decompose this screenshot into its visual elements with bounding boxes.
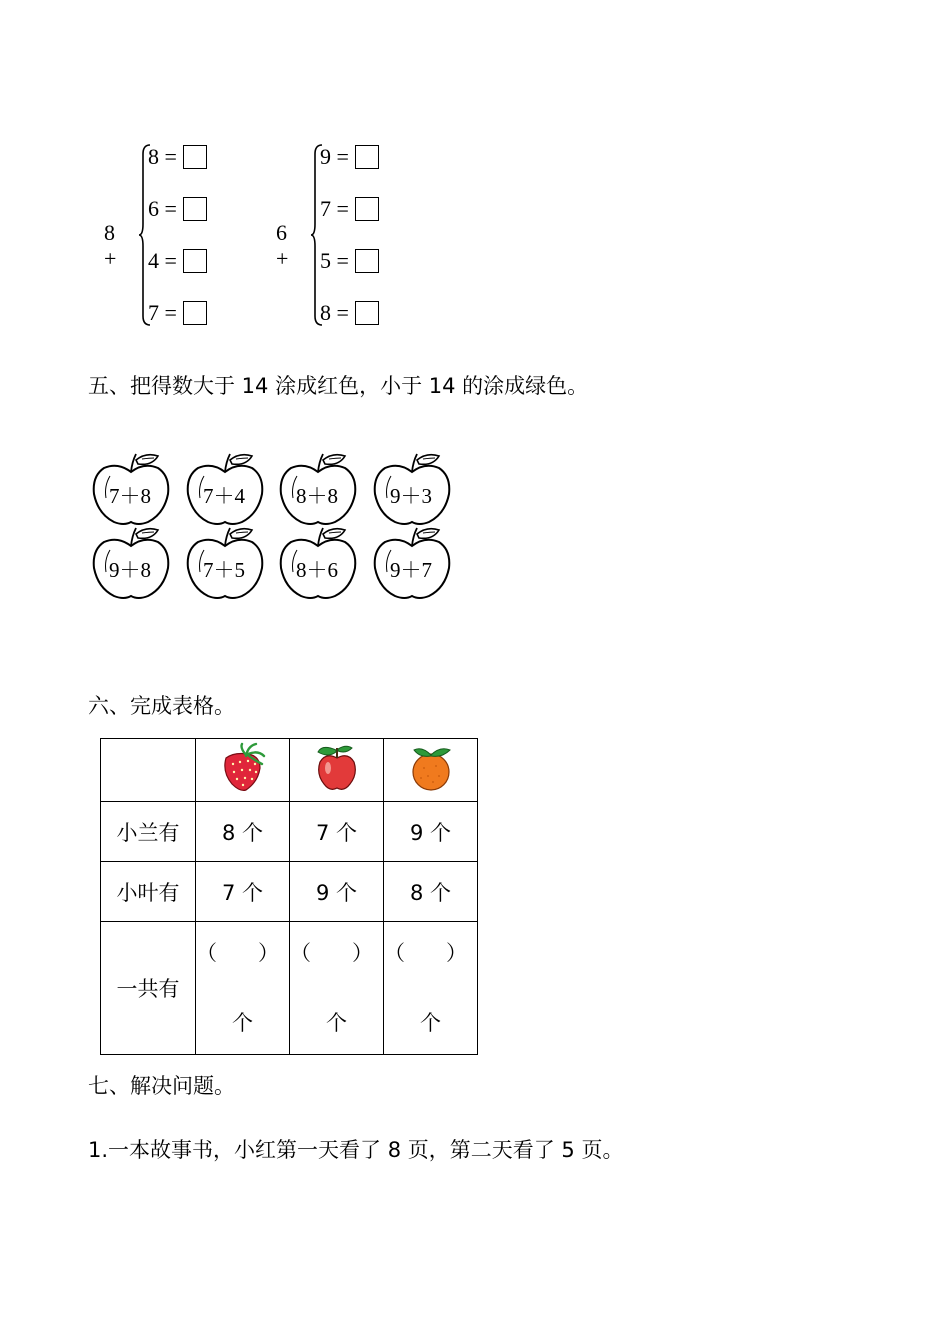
table-cell: 9 个	[384, 802, 478, 862]
group-lead: 8 +	[104, 220, 117, 271]
answer-box[interactable]	[355, 145, 379, 169]
apple-expression: 7＋5	[203, 558, 245, 582]
apple-item[interactable]	[277, 524, 359, 604]
section-6-title: 六、完成表格。	[88, 694, 235, 718]
apple-expression: 9＋3	[390, 484, 432, 508]
table-cell: 7 个	[290, 802, 384, 862]
answer-cell[interactable]: （ ） 个	[196, 922, 290, 1055]
equation-row: 8 =	[148, 144, 207, 170]
table-row	[101, 802, 478, 862]
equation-row: 4 =	[148, 248, 207, 274]
table-cell: 9 个	[290, 862, 384, 922]
equation-row: 6 =	[148, 196, 207, 222]
fruit-table	[100, 738, 478, 1055]
table-cell: 8 个	[196, 802, 290, 862]
apple-expression: 8＋6	[296, 558, 338, 582]
answer-box[interactable]	[355, 197, 379, 221]
orange-header-cell	[384, 739, 478, 802]
answer-cell[interactable]: （ ） 个	[384, 922, 478, 1055]
answer-box[interactable]	[183, 301, 207, 325]
table-row	[101, 862, 478, 922]
apple-item[interactable]	[371, 450, 453, 530]
apple-expression: 9＋7	[390, 558, 432, 582]
section-5-title: 五、把得数大于 14 涂成红色，小于 14 的涂成绿色。	[88, 374, 589, 398]
apple-item[interactable]	[90, 450, 172, 530]
brace-icon	[310, 144, 324, 326]
apple-item[interactable]	[371, 524, 453, 604]
table-total-row	[101, 922, 478, 1055]
apple-item[interactable]	[277, 450, 359, 530]
answer-box[interactable]	[183, 145, 207, 169]
answer-box[interactable]	[183, 197, 207, 221]
equation-row: 7 =	[148, 300, 207, 326]
apple-item[interactable]	[90, 524, 172, 604]
answer-cell[interactable]: （ ） 个	[290, 922, 384, 1055]
equation-row: 5 =	[320, 248, 379, 274]
apple-expression: 7＋8	[109, 484, 151, 508]
empty-header-cell	[101, 739, 196, 802]
apple-icon	[312, 742, 362, 794]
apple-expression: 9＋8	[109, 558, 151, 582]
table-cell: 8 个	[384, 862, 478, 922]
brace-icon	[138, 144, 152, 326]
section-7-title: 七、解决问题。	[88, 1074, 235, 1098]
row-label: 小兰有	[101, 802, 196, 862]
answer-box[interactable]	[183, 249, 207, 273]
row-label: 一共有	[101, 922, 196, 1055]
table-cell: 7 个	[196, 862, 290, 922]
equation-row: 7 =	[320, 196, 379, 222]
apple-item[interactable]	[184, 524, 266, 604]
apple-expression: 8＋8	[296, 484, 338, 508]
answer-box[interactable]	[355, 249, 379, 273]
strawberry-header-cell	[196, 739, 290, 802]
equation-row: 9 =	[320, 144, 379, 170]
question-1: 1.一本故事书，小红第一天看了 8 页，第二天看了 5 页。	[88, 1138, 624, 1162]
apple-item[interactable]	[184, 450, 266, 530]
strawberry-icon	[218, 742, 268, 794]
orange-icon	[406, 742, 456, 794]
row-label: 小叶有	[101, 862, 196, 922]
answer-box[interactable]	[355, 301, 379, 325]
group-lead: 6 +	[276, 220, 289, 271]
equation-row: 8 =	[320, 300, 379, 326]
apple-header-cell	[290, 739, 384, 802]
apple-expression: 7＋4	[203, 484, 245, 508]
table-header-row	[101, 739, 478, 802]
